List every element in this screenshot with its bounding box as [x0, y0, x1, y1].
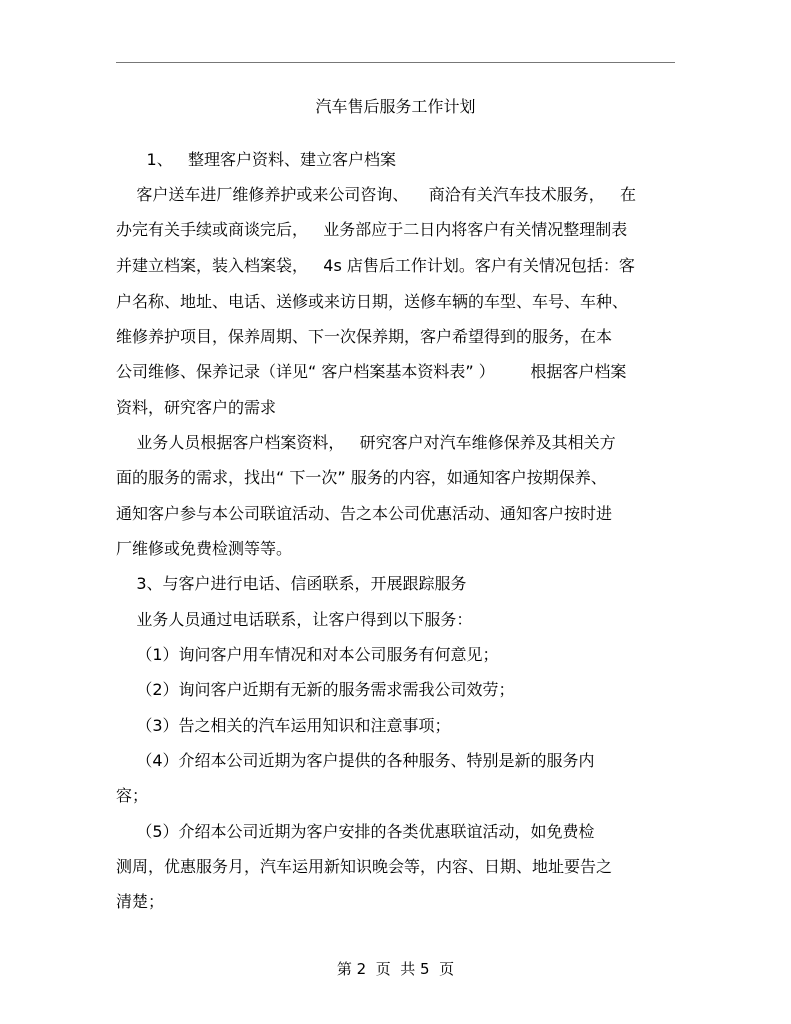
- text-line: 1、 整理客户资料、建立客户档案: [116, 150, 396, 169]
- text-line: 公司维修、保养记录（详见“ 客户档案基本资料表” ） 根据客户档案: [116, 362, 627, 381]
- text-line: 办完有关手续或商谈完后， 业务部应于二日内将客户有关情况整理制表: [116, 220, 628, 239]
- text-line: （5）介绍本公司近期为客户安排的各类优惠联谊活动，如免费检: [116, 822, 595, 841]
- text-line: 资料，研究客户的需求: [116, 398, 277, 417]
- text-line: 测周，优惠服务月，汽车运用新知识晚会等，内容、日期、地址要告之: [116, 857, 613, 876]
- text-line: 面的服务的需求，找出“ 下一次” 服务的内容，如通知客户按期保养、: [116, 468, 607, 487]
- text-line: 业务人员通过电话联系，让客户得到以下服务：: [116, 610, 473, 629]
- text-line: （2）询问客户近期有无新的服务需求需我公司效劳；: [116, 680, 515, 699]
- page-footer: 第 2 页 共 5 页: [336, 960, 455, 978]
- text-line: 清楚；: [116, 892, 165, 911]
- text-line: 并建立档案，装入档案袋， 4s 店售后工作计划。客户有关情况包括：客: [116, 256, 635, 275]
- text-line: 维修养护项目，保养周期、下一次保养期，客户希望得到的服务，在本: [116, 327, 613, 346]
- text-line: 通知客户参与本公司联谊活动、告之本公司优惠活动、通知客户按时进: [116, 504, 613, 523]
- header-rule: [116, 62, 675, 63]
- document-title: 汽车售后服务工作计划: [315, 97, 476, 116]
- text-line: （1）询问客户用车情况和对本公司服务有何意见；: [116, 645, 499, 664]
- text-line: 户名称、地址、电话、送修或来访日期，送修车辆的车型、车号、车种、: [116, 292, 629, 311]
- text-line: 客户送车进厂维修养护或来公司咨询、 商洽有关汽车技术服务， 在: [116, 185, 636, 204]
- text-line: 业务人员根据客户档案资料， 研究客户对汽车维修保养及其相关方: [116, 433, 616, 452]
- text-line: 3、与客户进行电话、信函联系，开展跟踪服务: [116, 574, 467, 593]
- text-line: 容；: [116, 786, 149, 805]
- text-line: 厂维修或免费检测等等。: [116, 539, 293, 558]
- text-line: （4）介绍本公司近期为客户提供的各种服务、特别是新的服务内: [116, 751, 595, 770]
- text-line: （3）告之相关的汽车运用知识和注意事项；: [116, 716, 451, 735]
